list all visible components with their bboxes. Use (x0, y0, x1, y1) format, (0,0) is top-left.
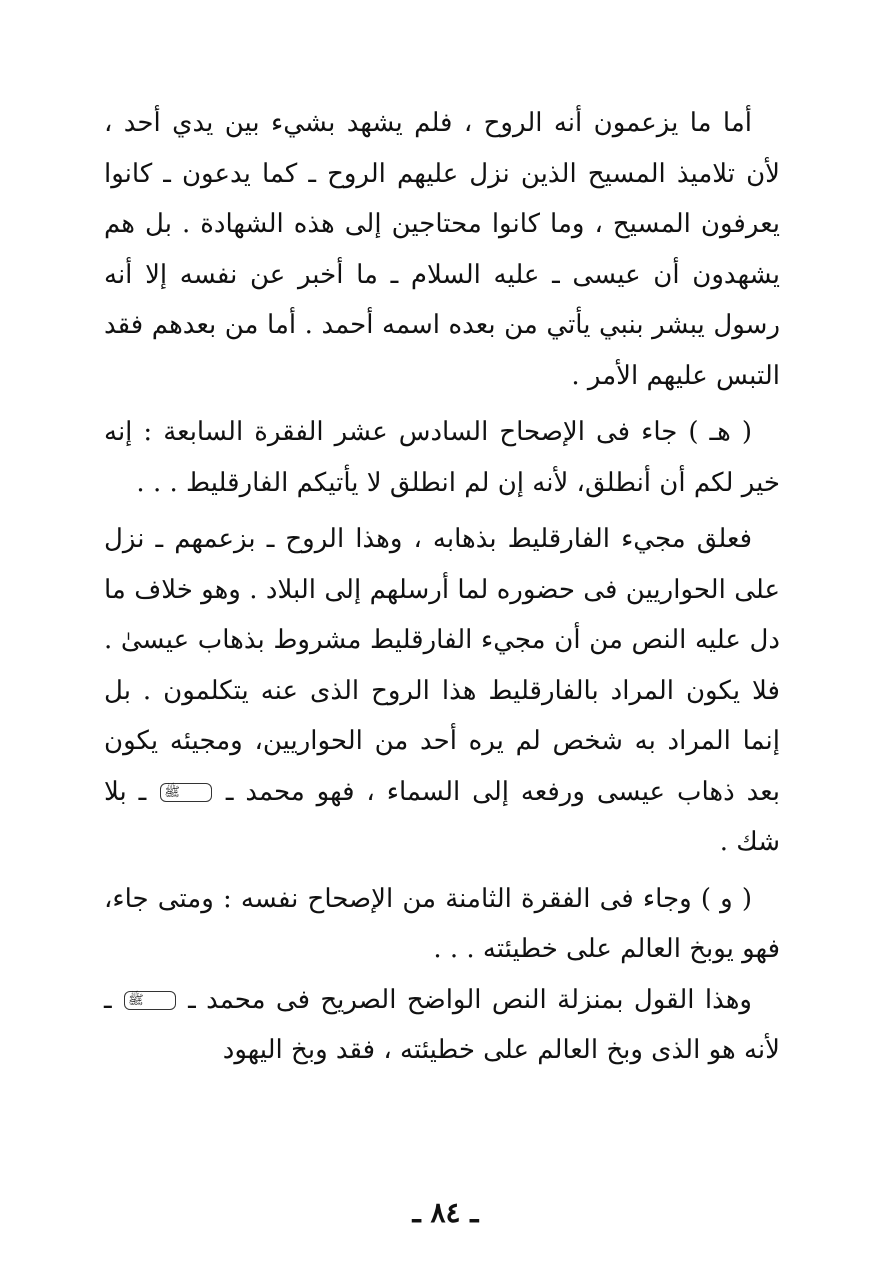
paragraph-3-main: فعلق مجيء الفارقليط بذهابه ، وهذا الروح ـ بزعمهم ـ نزل على الحواريين فى حضوره لما أرسلهم إلى البلاد . وهو خلاف ما دل عليه النص من أن مجيء الفارقليط مشروط بذهاب عيسىٰ . فلا يكون المراد بالفارقليط هذا الروح الذى عنه يتكلمون . بل إنما المراد به شخص لم يره أحد من الحواريين، ومجيئه يكون بعد ذهاب عيسى ورفعه إلى السماء ، فهو محمد ـ (104, 524, 780, 807)
paragraph-1: أما ما يزعمون أنه الروح ، فلم يشهد بشيء بين يدي أحد ، لأن تلاميذ المسيح الذين نزل عليهم الروح ـ كما يدعون ـ كانوا يعرفون المسيح ، وما كانوا محتاجين إلى هذه الشهادة . بل هم يشهدون أن عيسى ـ عليه السلام ـ ما أخبر عن نفسه إلا أنه رسول يبشر بنبي يأتي من بعده اسمه أحمد . أما من بعدهم فقد التبس عليهم الأمر . (104, 108, 780, 391)
body-text (104, 98, 780, 1076)
paragraph-4: ( و ) وجاء فى الفقرة الثامنة من الإصحاح نفسه : ومتى جاء، فهو يوبخ العالم على خطيئته . . . (104, 883, 780, 964)
paragraph-5-end: ـ لأنه هو الذى وبخ العالم على خطيئته ، فقد وبخ اليهود (104, 984, 780, 1065)
paragraph-2: ( هـ ) جاء فى الإصحاح السادس عشر الفقرة السابعة : إنه خير لكم أن أنطلق، لأنه إن لم انطلق لا يأتيكم الفارقليط . . . (104, 417, 780, 498)
paragraph-3-end: ـ بلا شك . (104, 776, 780, 857)
paragraph-3 (104, 514, 780, 868)
salawat-symbol: ﷺ (160, 783, 212, 802)
paragraph-5 (104, 975, 780, 1076)
salawat-symbol: ﷺ (124, 991, 176, 1010)
paragraph-5-main: وهذا القول بمنزلة النص الواضح الصريح فى محمد ـ (188, 984, 752, 1015)
page-number: ـ ٨٤ ـ (412, 1196, 479, 1229)
